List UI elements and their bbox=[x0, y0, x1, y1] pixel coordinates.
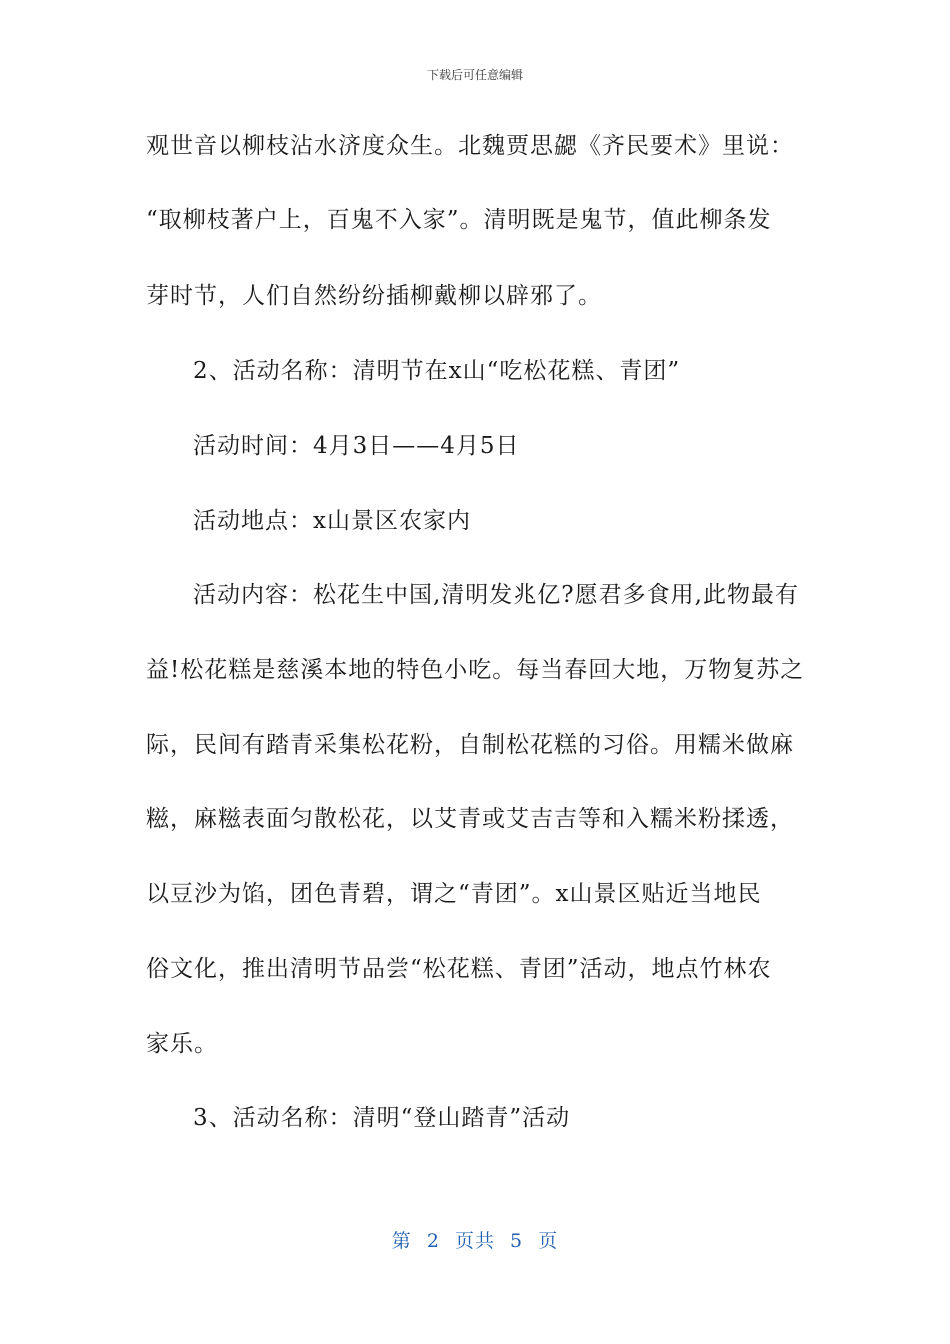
body-line: 俗文化，推出清明节品尝“松花糕、青团”活动，地点竹林农 bbox=[146, 956, 772, 982]
activity-location: 活动地点：x山景区农家内 bbox=[193, 508, 471, 534]
body-line: 观世音以柳枝沾水济度众生。北魏贾思勰《齐民要术》里说： bbox=[146, 133, 794, 159]
footer-total-pages: 5 bbox=[510, 1230, 524, 1252]
footer-prefix: 第 bbox=[391, 1230, 412, 1252]
activity-title: 3、活动名称：清明“登山踏青”活动 bbox=[193, 1105, 571, 1131]
footer-middle: 页共 bbox=[454, 1230, 495, 1252]
body-line: 益!松花糕是慈溪本地的特色小吃。每当春回大地，万物复苏之 bbox=[146, 657, 805, 683]
activity-title: 2、活动名称：清明节在x山“吃松花糕、青团” bbox=[193, 358, 681, 384]
footer-suffix: 页 bbox=[538, 1230, 559, 1252]
body-line: 际，民间有踏青采集松花粉，自制松花糕的习俗。用糯米做麻 bbox=[146, 732, 794, 758]
page-footer bbox=[0, 1226, 950, 1253]
activity-content: 活动内容：松花生中国,清明发兆亿?愿君多食用,此物最有 bbox=[193, 582, 799, 608]
footer-page-number: 2 bbox=[426, 1230, 440, 1252]
body-line: 以豆沙为馅，团色青碧，谓之“青团”。x山景区贴近当地民 bbox=[146, 881, 762, 907]
body-line: 糍，麻糍表面匀散松花，以艾青或艾吉吉等和入糯米粉揉透， bbox=[146, 806, 794, 832]
page-header: 下载后可任意编辑 bbox=[426, 68, 523, 82]
body-line: 家乐。 bbox=[146, 1031, 218, 1057]
activity-time: 活动时间：4月3日——4月5日 bbox=[193, 433, 520, 459]
body-line: “取柳枝著户上，百鬼不入家”。清明既是鬼节，值此柳条发 bbox=[146, 207, 772, 233]
body-line: 芽时节，人们自然纷纷插柳戴柳以辟邪了。 bbox=[146, 283, 602, 309]
